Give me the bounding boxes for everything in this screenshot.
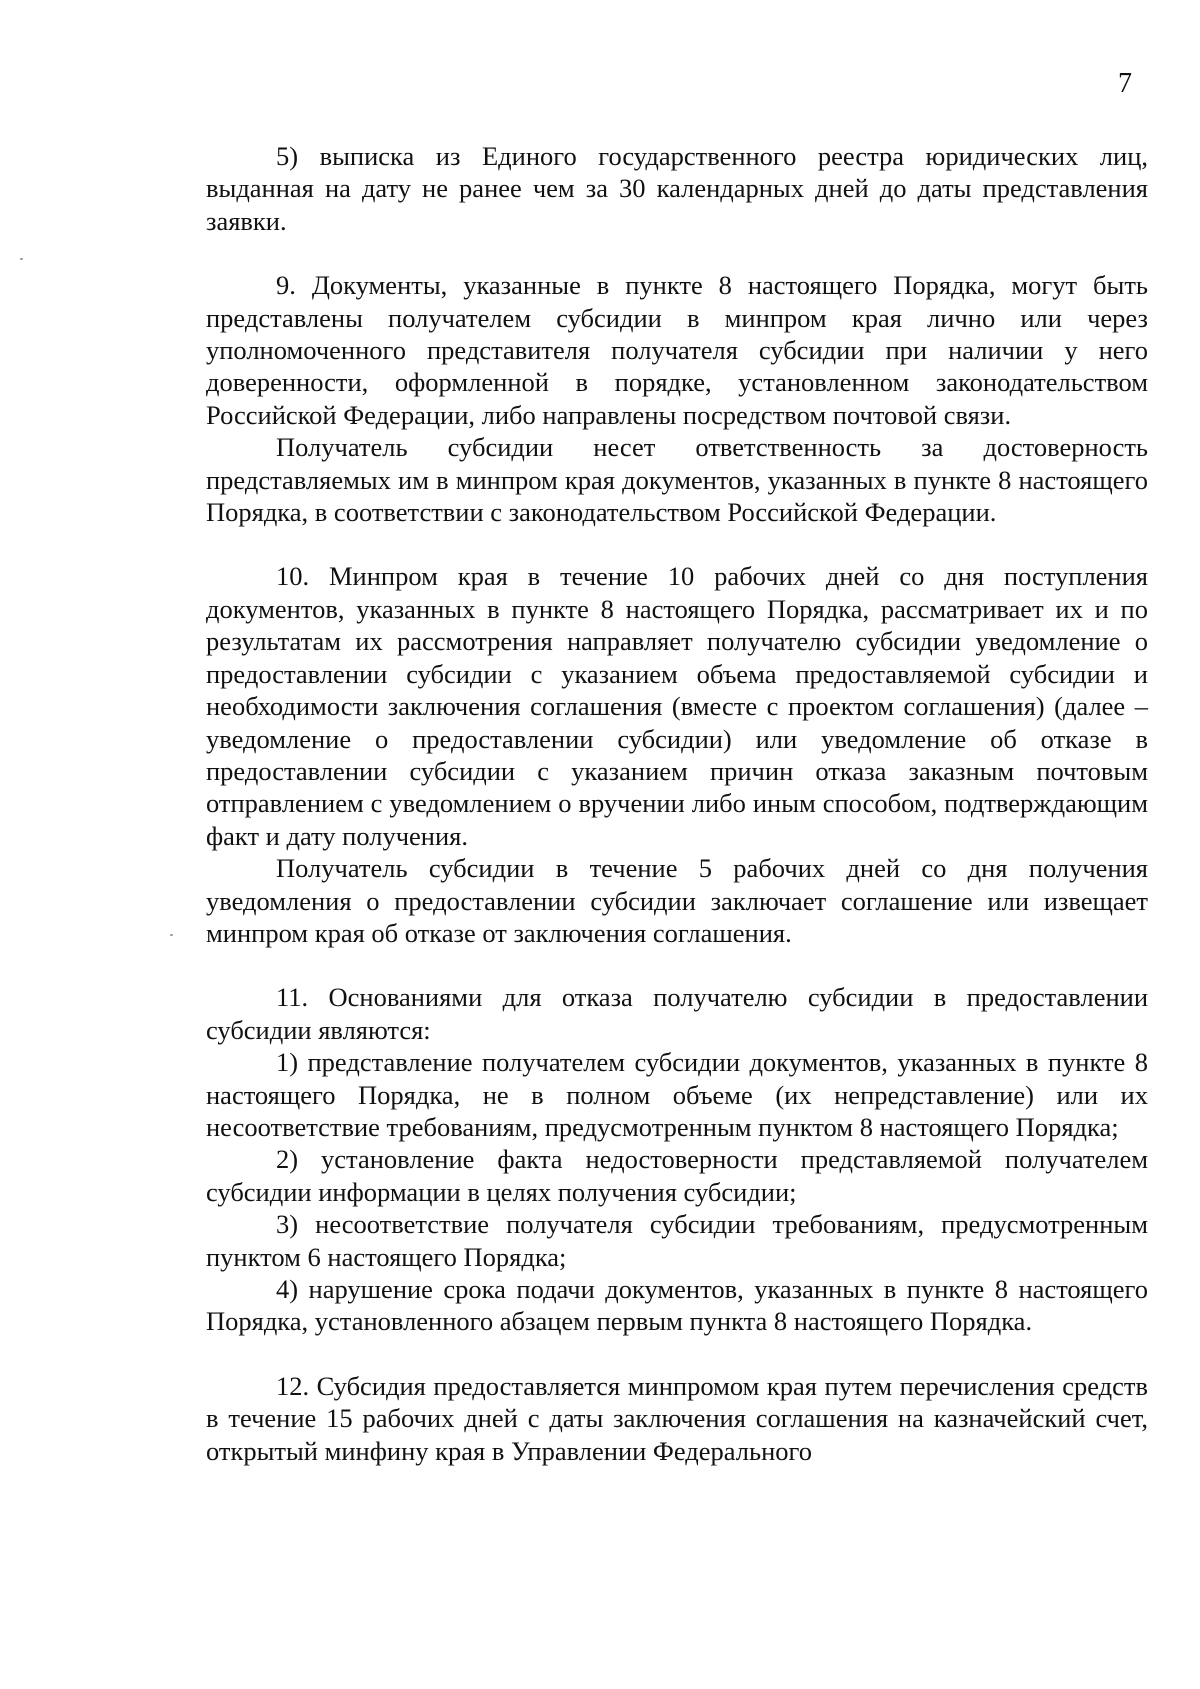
paragraph-5-extract: 5) выписка из Единого государственного реестра юридических лиц, выданная на дату не ранее чем за 30 календарных дней до даты представления заявки.: [206, 141, 1148, 236]
paragraph-10-agreement: Получатель субсидии в течение 5 рабочих дней со дня получения уведомления о предоставлении субсидии заключает соглашение или извещает минпром края об отказе от заключения соглашения.: [206, 853, 1148, 948]
paragraph-9-responsibility: Получатель субсидии несет ответственность за достоверность представляемых им в минпром края документов, указанных в пункте 8 настоящего Порядка, в соответствии с законодательством Российской Федерации.: [206, 432, 1148, 528]
paragraph-11-item-4: 4) нарушение срока подачи документов, указанных в пункте 8 настоящего Порядка, установленного абзацем первым пункта 8 настоящего Порядка.: [206, 1274, 1148, 1337]
paragraph-11-item-1: 1) представление получателем субсидии документов, указанных в пункте 8 настоящего Порядка, не в полном объеме (их непредставление) или их несоответствие требованиям, предусмотренным пунктом 8 настоящего Порядка;: [206, 1047, 1148, 1142]
paragraph-9: 9. Документы, указанные в пункте 8 настоящего Порядка, могут быть представлены получателем субсидии в минпром края лично или через уполномоченного представителя получателя субсидии при наличии у него доверенности, оформленной в порядке, установленном законодательством Российской Федерации, либо направлены посредством почтовой связи.: [206, 270, 1148, 430]
paragraph-10: 10. Минпром края в течение 10 рабочих дней со дня поступления документов, указанных в пункте 8 настоящего Порядка, рассматривает их и по результатам их рассмотрения направляет получателю субсидии уведомление о предоставлении субсидии с указанием объема предоставляемой субсидии и необходимости заключения соглашения (вместе с проектом соглашения) (далее – уведомление о предоставлении субсидии) или уведомление об отказе в предоставлении субсидии с указанием причин отказа заказным почтовым отправлением с уведомлением о вручении либо иным способом, подтверждающим факт и дату получения.: [206, 561, 1148, 851]
scan-speck: [170, 934, 173, 936]
paragraph-12: 12. Субсидия предоставляется минпромом края путем перечисления средств в течение 15 рабочих дней с даты заключения соглашения на казначейский счет, открытый минфину края в Управлении Федерального: [206, 1370, 1148, 1466]
paragraph-11: 11. Основаниями для отказа получателю субсидии в предоставлении субсидии являются:: [206, 982, 1148, 1045]
paragraph-11-item-3: 3) несоответствие получателя субсидии требованиям, предусмотренным пунктом 6 настоящего Порядка;: [206, 1209, 1148, 1272]
document-body: [206, 140, 1148, 1467]
page-number: 7: [1118, 68, 1132, 99]
paragraph-11-item-2: 2) установление факта недостоверности представляемой получателем субсидии информации в целях получения субсидии;: [206, 1144, 1148, 1207]
scan-speck: [20, 258, 23, 260]
